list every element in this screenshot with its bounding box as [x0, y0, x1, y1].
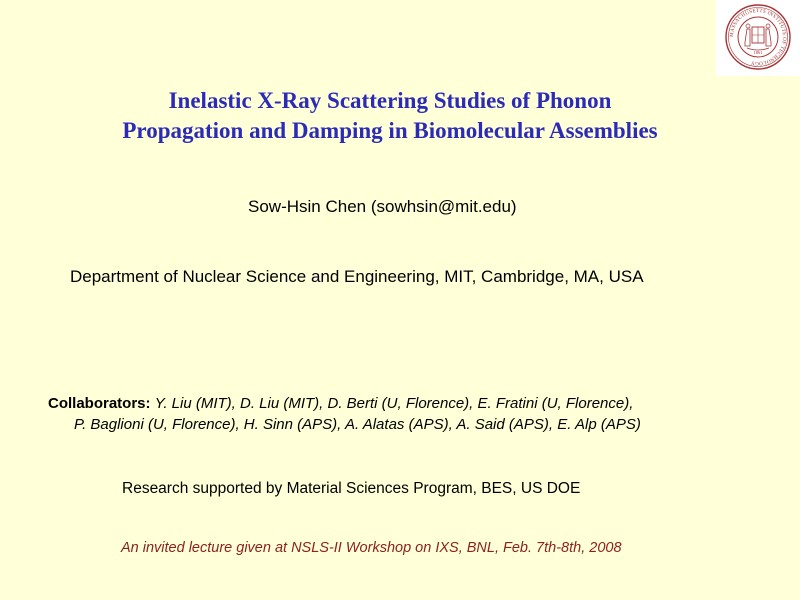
collaborators-label: Collaborators: — [48, 395, 151, 412]
mit-seal-icon — [725, 2, 791, 72]
seal-year: 1861 — [753, 50, 763, 55]
logo-panel — [716, 0, 800, 76]
collaborators-names-line-2: P. Baglioni (U, Florence), H. Sinn (APS), A. Alatas (APS), A. Said (APS), E. Alp (APS) — [74, 416, 641, 433]
funding-line: Research supported by Material Sciences Program, BES, US DOE — [122, 480, 581, 497]
collaborators-block — [48, 393, 768, 435]
lecture-note: An invited lecture given at NSLS-II Workshop on IXS, BNL, Feb. 7th-8th, 2008 — [121, 540, 622, 556]
author-line: Sow-Hsin Chen (sowhsin@mit.edu) — [248, 197, 517, 216]
slide-title — [40, 86, 740, 146]
title-line-1: Inelastic X-Ray Scattering Studies of Phonon — [168, 88, 612, 113]
seal-ring-text: MASSACHUSETTS INSTITUTE OF TECHNOLOGY — [728, 7, 788, 67]
department-line: Department of Nuclear Science and Engineering, MIT, Cambridge, MA, USA — [70, 267, 644, 286]
title-line-2: Propagation and Damping in Biomolecular Assemblies — [122, 118, 658, 143]
collaborators-names-line-1: Y. Liu (MIT), D. Liu (MIT), D. Berti (U, Florence), E. Fratini (U, Florence), — [154, 395, 634, 412]
